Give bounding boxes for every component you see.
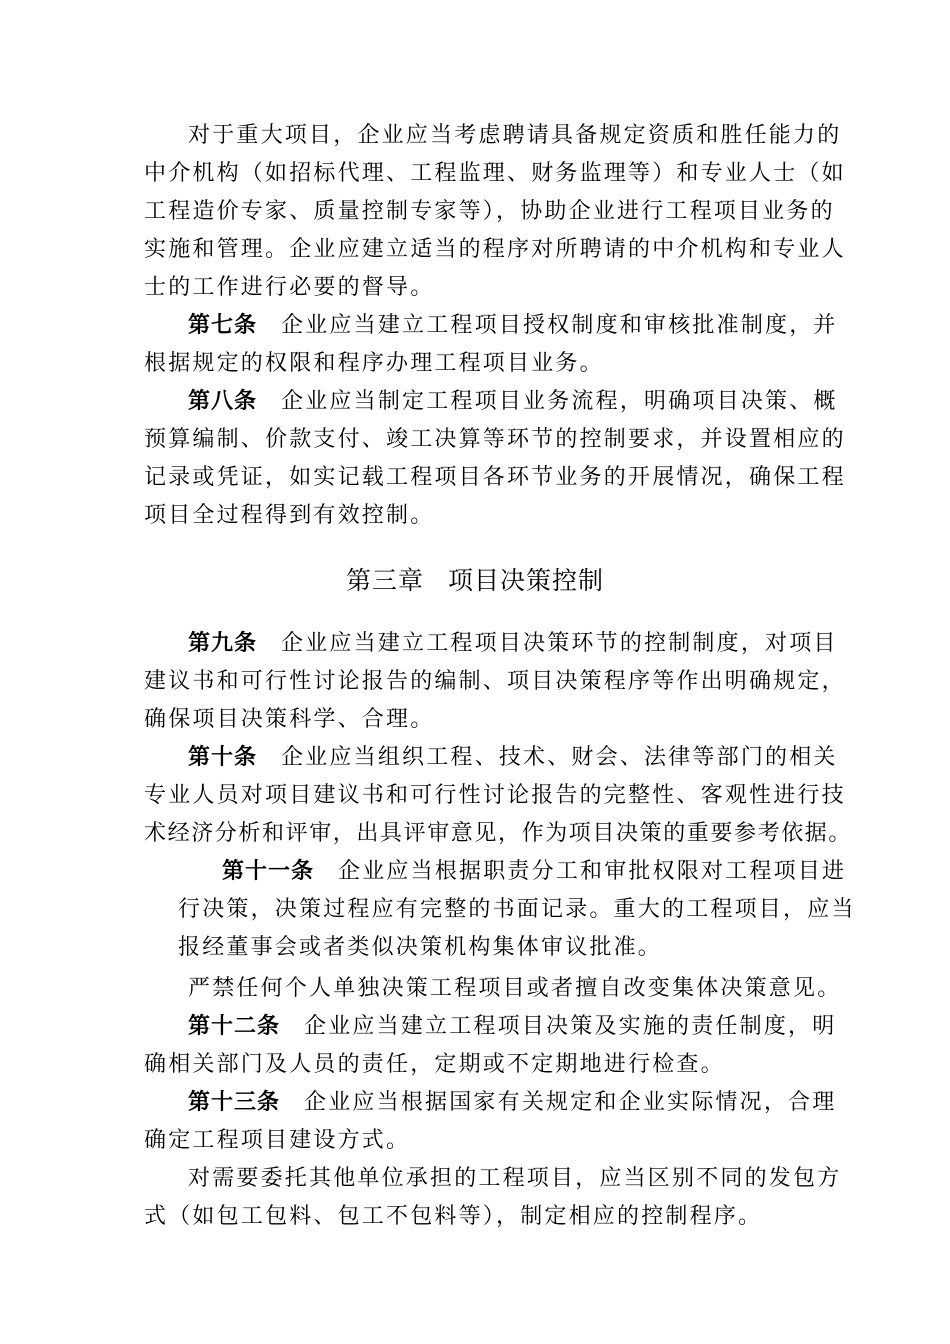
article-12-line-2: 确相关部门及人员的责任，定期或不定期地进行检查。 (144, 1052, 725, 1077)
article-11-line-3: 报经董事会或者类似决策机构集体审议批准。 (178, 935, 663, 960)
article-13-label: 第十三条 (188, 1090, 281, 1115)
article-8-line-3: 记录或凭证，如实记载工程项目各环节业务的开展情况，确保工程 (144, 465, 846, 490)
article-12-text: 企业应当建立工程项目决策及实施的责任制度，明 (304, 1014, 837, 1039)
article-9-line-2: 建议书和可行性讨论报告的编制、项目决策程序等作出明确规定， (144, 669, 846, 694)
para1-line-2: 中介机构（如招标代理、工程监理、财务监理等）和专业人士（如 (144, 161, 846, 186)
para1-line-5: 士的工作进行必要的督导。 (144, 275, 435, 300)
chapter-title: 项目决策控制 (448, 566, 605, 595)
article-8-text: 企业应当制定工程项目业务流程，明确项目决策、概 (281, 389, 838, 414)
article-9-line-3: 确保项目决策科学、合理。 (144, 707, 435, 732)
article-9-label: 第九条 (188, 631, 258, 656)
article-9-text: 企业应当建立工程项目决策环节的控制制度，对项目 (281, 631, 838, 656)
article-7-line-1 (188, 307, 838, 344)
article-12-label: 第十二条 (188, 1014, 281, 1039)
article-8-line-2: 预算编制、价款支付、竣工决算等环节的控制要求，并设置相应的 (144, 427, 846, 452)
article-13-text: 企业应当根据国家有关规定和企业实际情况，合理 (304, 1090, 837, 1115)
para1-line-4: 实施和管理。企业应建立适当的程序对所聘请的中介机构和专业人 (144, 237, 846, 262)
article-8-line-1 (188, 383, 838, 420)
article-13-line-2: 确定工程项目建设方式。 (144, 1128, 411, 1153)
article-10-line-3: 术经济分析和评审，出具评审意见，作为项目决策的重要参考依据。 (144, 821, 853, 846)
article-7-text: 企业应当建立工程项目授权制度和审核批准制度，并 (281, 313, 838, 338)
article-13-line-1 (188, 1084, 836, 1121)
article-11-line-1 (222, 853, 846, 890)
article-11-label: 第十一条 (222, 859, 315, 884)
article-11-text: 企业应当根据职责分工和审批权限对工程项目进 (338, 859, 847, 884)
article-10-line-1 (188, 739, 838, 776)
article-7-line-2: 根据规定的权限和程序办理工程项目业务。 (144, 351, 604, 376)
last-paragraph-line-1: 对需要委托其他单位承担的工程项目，应当区别不同的发包方 (188, 1166, 842, 1191)
article-7-label: 第七条 (188, 313, 258, 338)
chapter-heading (0, 563, 950, 599)
article-8-line-4: 项目全过程得到有效控制。 (144, 503, 435, 528)
article-11-line-2: 行决策，决策过程应有完整的书面记录。重大的工程项目，应当 (178, 897, 856, 922)
article-10-text: 企业应当组织工程、技术、财会、法律等部门的相关 (281, 745, 838, 770)
last-paragraph-line-2: 式（如包工包料、包工不包料等），制定相应的控制程序。 (144, 1204, 763, 1229)
para1-line-3: 工程造价专家、质量控制专家等），协助企业进行工程项目业务的 (144, 199, 835, 224)
article-12-line-1 (188, 1008, 836, 1045)
article-9-line-1 (188, 625, 838, 662)
article-8-label: 第八条 (188, 389, 258, 414)
article-10-line-2: 专业人员对项目建议书和可行性讨论报告的完整性、客观性进行技 (144, 783, 846, 808)
para1-line-1: 对于重大项目，企业应当考虑聘请具备规定资质和胜任能力的 (188, 123, 842, 148)
chapter-number: 第三章 (345, 566, 424, 595)
article-10-label: 第十条 (188, 745, 258, 770)
ban-paragraph: 严禁任何个人单独决策工程项目或者擅自改变集体决策意见。 (188, 976, 842, 1001)
